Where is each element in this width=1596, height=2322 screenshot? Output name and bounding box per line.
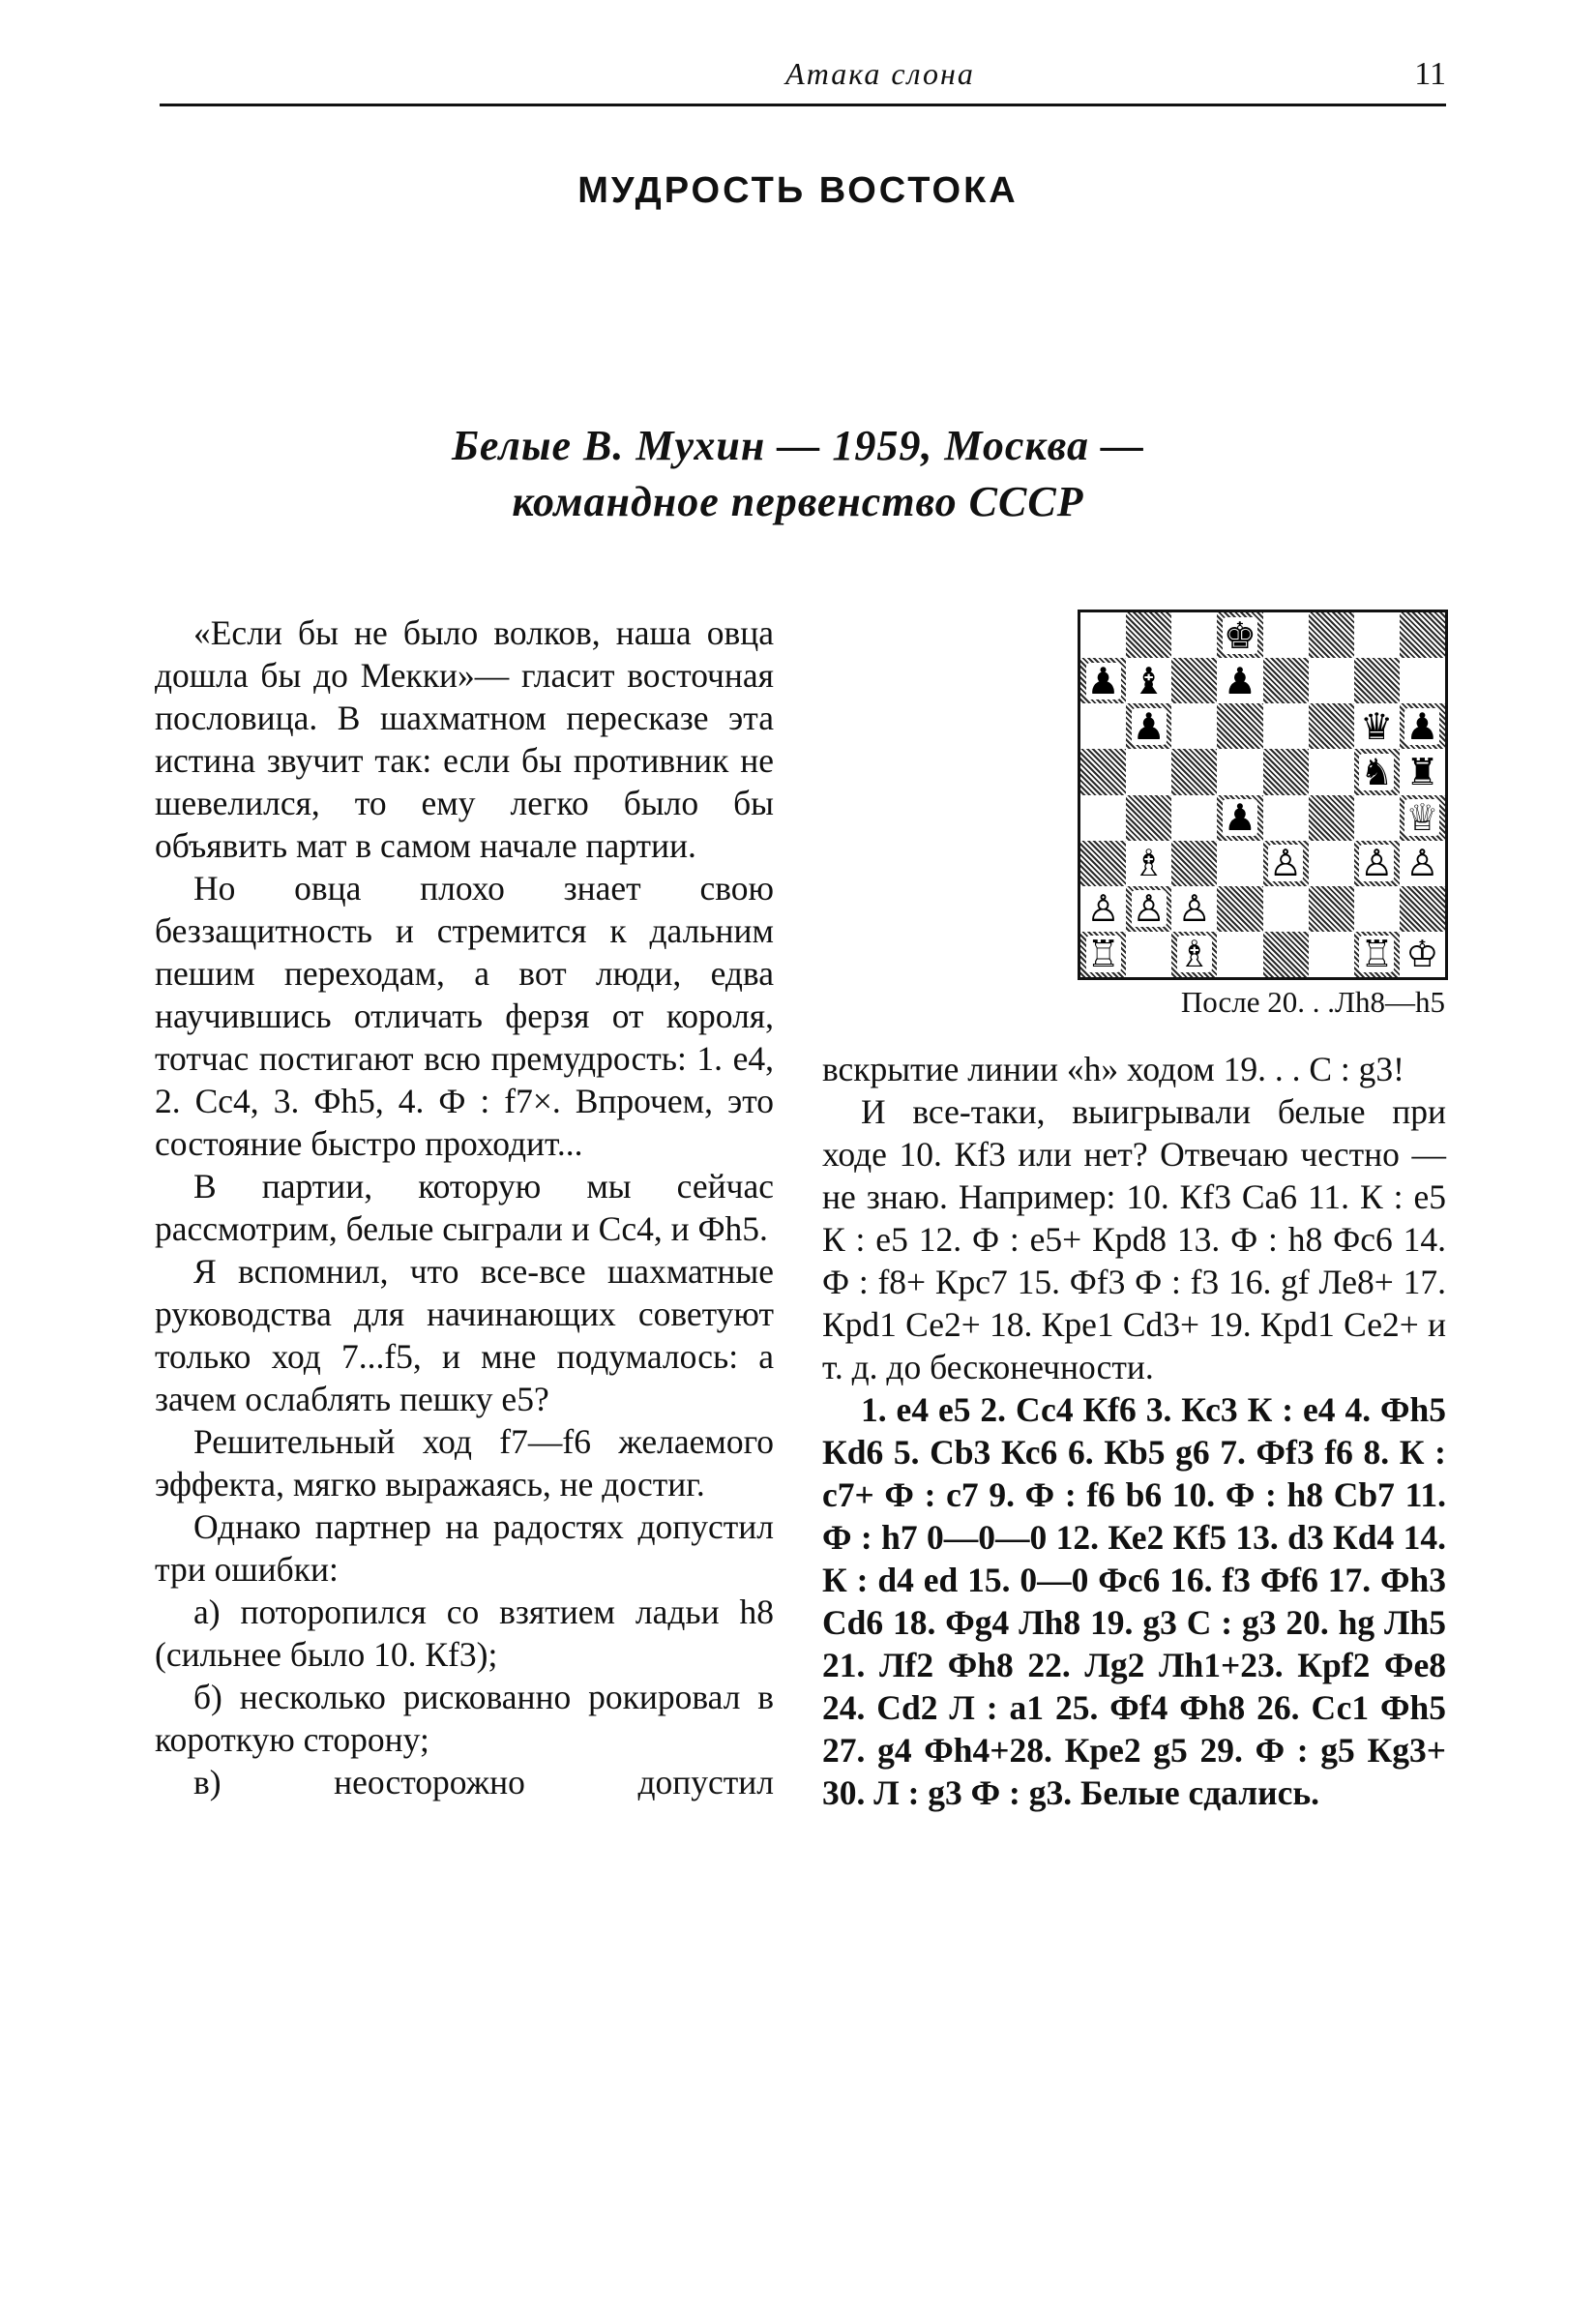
chess-piece-icon: ♔ xyxy=(1405,933,1439,976)
left-column xyxy=(155,611,774,1803)
square-b3 xyxy=(1126,841,1171,886)
square-h4 xyxy=(1400,795,1445,841)
running-title: Атака слона xyxy=(785,56,975,91)
chess-piece-icon: ♗ xyxy=(1177,933,1211,976)
paragraph: Но овца плохо знает свою беззащитность и стремится к дальним пешим переходам, а вот люди, едва научившись отличать ферзя от короля, тотчас постигают всю премудрость: 1. e4, 2. Cc4, 3. Фh5, 4. Ф : f7×. Впрочем, это состояние быстро проходит... xyxy=(155,869,774,1163)
square-a8 xyxy=(1080,612,1126,658)
right-column xyxy=(822,1048,1446,1814)
chess-piece-icon: ♟ xyxy=(1223,659,1256,702)
paragraph: Решительный ход f7—f6 желаемого эффекта, мягко выражаясь, не достиг. xyxy=(155,1422,774,1503)
chess-piece-icon: ♝ xyxy=(1132,659,1166,702)
square-f6 xyxy=(1309,703,1354,749)
square-f8 xyxy=(1309,612,1354,658)
running-header xyxy=(160,50,1446,99)
paragraph: «Если бы не было волков, наша овца дошла бы до Мекки»— гласит восточная пословица. В шахматном пересказе эта истина звучит так: если бы противник не шевелился, то ему легко было бы объявить мат в самом начале партии. xyxy=(155,613,774,865)
paragraph: В партии, которую мы сейчас рассмотрим, белые сыграли и Cc4, и Фh5. xyxy=(155,1167,774,1248)
square-b7 xyxy=(1126,658,1171,703)
header-rule xyxy=(160,104,1446,106)
chapter-title: МУДРОСТЬ ВОСТОКА xyxy=(577,170,1019,211)
square-h7 xyxy=(1400,658,1445,703)
game-heading xyxy=(0,418,1596,530)
square-c3 xyxy=(1171,841,1217,886)
square-h2 xyxy=(1400,886,1445,932)
square-c6 xyxy=(1171,703,1217,749)
paragraph: вскрытие линии «h» ходом 19. . . С : g3! xyxy=(822,1050,1404,1088)
list-item: в) неосторожно допустил xyxy=(193,1763,774,1801)
chess-piece-icon: ♛ xyxy=(1360,704,1394,748)
square-f2 xyxy=(1309,886,1354,932)
square-c5 xyxy=(1171,749,1217,794)
square-e7 xyxy=(1263,658,1309,703)
paragraph: Однако партнер на радостях допустил три ошибки: xyxy=(155,1507,774,1589)
square-d8 xyxy=(1217,612,1262,658)
diagram-caption: После 20. . .Лh8—h5 xyxy=(1180,985,1445,1019)
list-item: а) поторопился со взятием ладьи h8 (сильнее было 10. Кf3); xyxy=(155,1593,774,1674)
chess-piece-icon: ♙ xyxy=(1405,842,1439,885)
square-g3 xyxy=(1354,841,1400,886)
square-a2 xyxy=(1080,886,1126,932)
square-f4 xyxy=(1309,795,1354,841)
chess-piece-icon: ♙ xyxy=(1132,887,1166,931)
square-e2 xyxy=(1263,886,1309,932)
list-item: б) несколько рискованно рокировал в короткую сторону; xyxy=(155,1678,774,1759)
paragraph: И все-таки, выигрывали белые при ходе 10. Кf3 или нет? Отвечаю честно — не знаю. Например: 10. Кf3 Са6 11. К : е5 К : е5 12. Ф : е5+ Крd8 13. Ф : h8 Фс6 14. Ф : f8+ Крс7 15. Фf3 Ф : f3 16. gf Ле8+ 17. Крd1 Се2+ 18. Крe1 Cd3+ 19. Крd1 Се2+ и т. д. до бесконечности. xyxy=(822,1092,1446,1386)
game-heading-line-1: Белые В. Мухин — 1959, Москва — xyxy=(451,422,1145,469)
square-d7 xyxy=(1217,658,1262,703)
square-e8 xyxy=(1263,612,1309,658)
square-h8 xyxy=(1400,612,1445,658)
square-c1 xyxy=(1171,932,1217,977)
chess-piece-icon: ♕ xyxy=(1405,796,1439,840)
square-g1 xyxy=(1354,932,1400,977)
square-d4 xyxy=(1217,795,1262,841)
square-f7 xyxy=(1309,658,1354,703)
game-heading-line-2: командное первенство СССР xyxy=(512,478,1084,525)
chess-piece-icon: ♟ xyxy=(1132,704,1166,748)
square-g8 xyxy=(1354,612,1400,658)
square-b8 xyxy=(1126,612,1171,658)
square-c8 xyxy=(1171,612,1217,658)
chess-piece-icon: ♜ xyxy=(1405,750,1439,793)
chess-piece-icon: ♗ xyxy=(1132,842,1166,885)
square-a5 xyxy=(1080,749,1126,794)
square-d1 xyxy=(1217,932,1262,977)
chess-piece-icon: ♞ xyxy=(1360,750,1394,793)
chess-piece-icon: ♖ xyxy=(1086,933,1120,976)
chess-piece-icon: ♚ xyxy=(1223,613,1256,657)
square-a7 xyxy=(1080,658,1126,703)
paragraph: Я вспомнил, что все-все шахматные руководства для начинающих советуют только ход 7...f5, и мне подумалось: а зачем ослаблять пешку e5? xyxy=(155,1252,774,1418)
square-a4 xyxy=(1080,795,1126,841)
square-g2 xyxy=(1354,886,1400,932)
square-f1 xyxy=(1309,932,1354,977)
square-d6 xyxy=(1217,703,1262,749)
chess-piece-icon: ♙ xyxy=(1086,887,1120,931)
square-a3 xyxy=(1080,841,1126,886)
chess-piece-icon: ♙ xyxy=(1269,842,1303,885)
square-d5 xyxy=(1217,749,1262,794)
square-h5 xyxy=(1400,749,1445,794)
square-g4 xyxy=(1354,795,1400,841)
square-b6 xyxy=(1126,703,1171,749)
square-h1 xyxy=(1400,932,1445,977)
chess-piece-icon: ♙ xyxy=(1177,887,1211,931)
square-a1 xyxy=(1080,932,1126,977)
square-d2 xyxy=(1217,886,1262,932)
chess-piece-icon: ♙ xyxy=(1360,842,1394,885)
square-e4 xyxy=(1263,795,1309,841)
game-moves: 1. е4 е5 2. Сс4 Кf6 3. Кс3 К : е4 4. Фh5 Кd6 5. Сb3 Кс6 6. Кb5 g6 7. Фf3 f6 8. К : с7+ Ф : с7 9. Ф : f6 b6 10. Ф : h8 Сb7 11. Ф : h7 0—0—0 12. Ке2 Кf5 13. d3 Кd4 14. К : d4 ed 15. 0—0 Фс6 16. f3 Фf6 17. Фh3 Сd6 18. Фg4 Лh8 19. g3 С : g3 20. hg Лh5 21. Лf2 Фh8 22. Лg2 Лh1+23. Крf2 Фе8 24. Сd2 Л : а1 25. Фf4 Фh8 26. Сс1 Фh5 27. g4 Фh4+28. Кре2 g5 29. Ф : g5 Кg3+ 30. Л : g3 Ф : g3. Белые сдались. xyxy=(822,1390,1446,1812)
square-e3 xyxy=(1263,841,1309,886)
square-h3 xyxy=(1400,841,1445,886)
chess-diagram xyxy=(1078,610,1448,980)
square-f5 xyxy=(1309,749,1354,794)
square-b1 xyxy=(1126,932,1171,977)
square-a6 xyxy=(1080,703,1126,749)
square-g5 xyxy=(1354,749,1400,794)
square-b5 xyxy=(1126,749,1171,794)
square-e6 xyxy=(1263,703,1309,749)
square-b4 xyxy=(1126,795,1171,841)
square-e5 xyxy=(1263,749,1309,794)
square-c4 xyxy=(1171,795,1217,841)
square-b2 xyxy=(1126,886,1171,932)
page-number: 11 xyxy=(1414,56,1446,92)
square-e1 xyxy=(1263,932,1309,977)
square-c2 xyxy=(1171,886,1217,932)
square-g7 xyxy=(1354,658,1400,703)
chess-piece-icon: ♟ xyxy=(1223,796,1256,840)
square-c7 xyxy=(1171,658,1217,703)
square-g6 xyxy=(1354,703,1400,749)
chess-piece-icon: ♟ xyxy=(1086,659,1120,702)
chess-piece-icon: ♖ xyxy=(1360,933,1394,976)
square-f3 xyxy=(1309,841,1354,886)
square-h6 xyxy=(1400,703,1445,749)
chess-piece-icon: ♟ xyxy=(1405,704,1439,748)
square-d3 xyxy=(1217,841,1262,886)
